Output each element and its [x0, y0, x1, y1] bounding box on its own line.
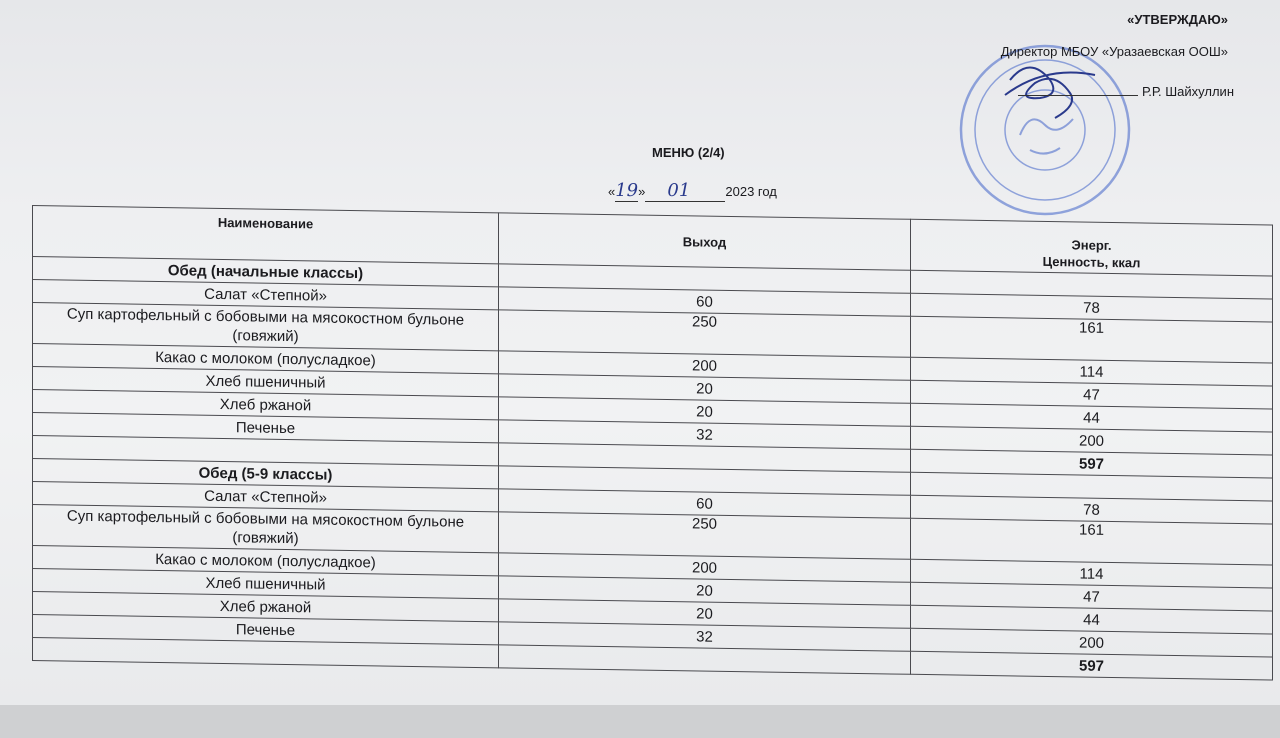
director-name: Р.Р. Шайхуллин	[1142, 84, 1234, 99]
menu-table	[32, 205, 1273, 680]
dish-energy: 47	[911, 380, 1273, 409]
dish-name: Хлеб пшеничный	[33, 367, 499, 397]
dish-energy: 161	[911, 518, 1273, 565]
column-header-energy: Энерг. Ценность, ккал	[911, 219, 1273, 276]
section-total: 597	[911, 449, 1273, 478]
dish-name: Печенье	[33, 413, 499, 443]
dish-output: 20	[499, 599, 911, 628]
column-header-output: Выход	[499, 213, 911, 270]
dish-output: 250	[499, 310, 911, 357]
dish-name: Печенье	[33, 615, 499, 645]
dish-energy: 47	[911, 582, 1273, 611]
date-quote-close: »	[638, 184, 646, 199]
date-year: 2023 год	[725, 184, 777, 199]
section-title: Обед (начальные классы)	[33, 257, 499, 287]
dish-output: 32	[499, 420, 911, 449]
date-quote-open: «	[608, 184, 616, 199]
dish-energy: 161	[911, 316, 1273, 363]
dish-output: 200	[499, 553, 911, 582]
approval-heading: «УТВЕРЖДАЮ»	[1127, 12, 1228, 27]
dish-name: Хлеб пшеничный	[33, 569, 499, 599]
dish-name: Суп картофельный с бобовыми на мясокостном бульоне (говяжий)	[33, 505, 499, 553]
menu-date	[608, 180, 777, 202]
dish-output: 200	[499, 351, 911, 380]
dish-name: Какао с молоком (полусладкое)	[33, 344, 499, 374]
signature-underline	[1018, 95, 1138, 96]
dish-energy: 114	[911, 559, 1273, 588]
dish-energy: 200	[911, 628, 1273, 657]
dish-energy: 44	[911, 403, 1273, 432]
dish-output: 20	[499, 576, 911, 605]
dish-energy: 114	[911, 357, 1273, 386]
date-month: 01	[667, 180, 691, 201]
dish-name: Хлеб ржаной	[33, 390, 499, 420]
dish-output: 60	[499, 489, 911, 518]
menu-title: МЕНЮ (2/4)	[652, 145, 725, 160]
dish-name: Салат «Степной»	[33, 482, 499, 512]
section-title: Обед (5-9 классы)	[33, 459, 499, 489]
dish-name: Суп картофельный с бобовыми на мясокостном бульоне (говяжий)	[33, 303, 499, 351]
date-day: 19	[615, 180, 639, 201]
dish-output: 60	[499, 287, 911, 316]
dish-name: Какао с молоком (полусладкое)	[33, 546, 499, 576]
official-stamp-seal	[950, 40, 1140, 220]
approval-block	[1000, 12, 1234, 99]
signature-line	[1018, 84, 1234, 99]
approval-position: Директор МБОУ «Уразаевская ООШ»	[1000, 44, 1228, 59]
dish-output: 250	[499, 512, 911, 559]
dish-name: Салат «Степной»	[33, 280, 499, 310]
dish-name: Хлеб ржаной	[33, 592, 499, 622]
background-surface	[0, 705, 1280, 738]
section-total: 597	[911, 651, 1273, 680]
column-header-name: Наименование	[33, 206, 499, 264]
dish-output: 20	[499, 374, 911, 403]
dish-output: 20	[499, 397, 911, 426]
dish-energy: 78	[911, 293, 1273, 322]
dish-output: 32	[499, 622, 911, 651]
dish-energy: 44	[911, 605, 1273, 634]
dish-energy: 78	[911, 495, 1273, 524]
dish-energy: 200	[911, 426, 1273, 455]
